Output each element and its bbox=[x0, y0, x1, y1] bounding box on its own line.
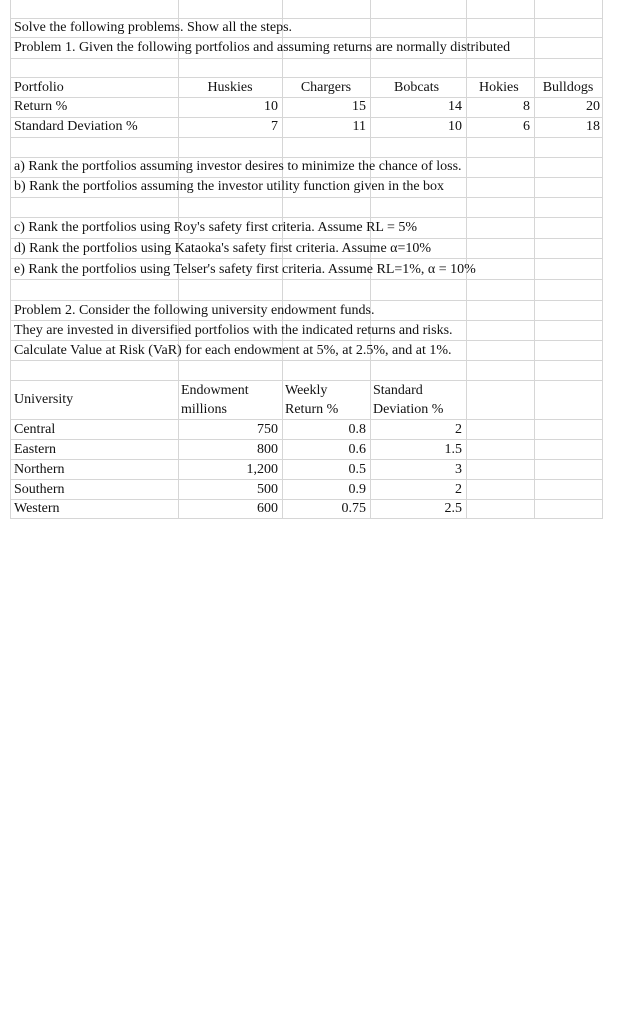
problem2-task: Calculate Value at Risk (VaR) for each endowment at 5%, at 2.5%, and at 1%. bbox=[14, 343, 452, 358]
header-std: Standard bbox=[373, 383, 423, 398]
return-value: 20 bbox=[586, 99, 600, 114]
return-value: 15 bbox=[352, 99, 366, 114]
question-d: d) Rank the portfolios using Kataoka's safety first criteria. Assume α=10% bbox=[14, 241, 432, 256]
university-name: Southern bbox=[14, 482, 65, 497]
endowment-value: 600 bbox=[257, 501, 278, 516]
portfolio-name: Huskies bbox=[207, 80, 253, 95]
std-dev-value: 3 bbox=[455, 462, 462, 477]
std-dev-value: 11 bbox=[352, 119, 366, 134]
portfolio-name: Chargers bbox=[300, 80, 352, 95]
portfolio-name: Hokies bbox=[479, 80, 519, 95]
university-name: Eastern bbox=[14, 442, 56, 457]
header-weekly: Weekly bbox=[285, 383, 328, 398]
problem2-description: They are invested in diversified portfolios with the indicated returns and risks. bbox=[14, 323, 453, 338]
header-endowment: Endowment bbox=[181, 383, 249, 398]
return-value: 14 bbox=[448, 99, 462, 114]
header-endowment-unit: millions bbox=[181, 402, 227, 417]
endowment-value: 1,200 bbox=[246, 462, 278, 477]
std-dev-value: 2 bbox=[455, 482, 462, 497]
instructions-text: Solve the following problems. Show all the steps. bbox=[14, 20, 293, 35]
question-b: b) Rank the portfolios assuming the investor utility function given in the box bbox=[14, 179, 445, 194]
return-value: 8 bbox=[523, 99, 530, 114]
weekly-return-value: 0.5 bbox=[348, 462, 366, 477]
std-dev-value: 18 bbox=[586, 119, 600, 134]
header-std-unit: Deviation % bbox=[373, 402, 444, 417]
endowment-value: 750 bbox=[257, 422, 278, 437]
weekly-return-value: 0.6 bbox=[348, 442, 366, 457]
row-label-std-dev: Standard Deviation % bbox=[14, 119, 138, 134]
portfolio-name: Bobcats bbox=[394, 80, 440, 95]
row-label-return: Return % bbox=[14, 99, 68, 114]
problem2-title: Problem 2. Consider the following university endowment funds. bbox=[14, 303, 375, 318]
weekly-return-value: 0.8 bbox=[348, 422, 366, 437]
endowment-value: 800 bbox=[257, 442, 278, 457]
std-dev-value: 10 bbox=[448, 119, 462, 134]
university-name: Central bbox=[14, 422, 56, 437]
university-name: Western bbox=[14, 501, 60, 516]
std-dev-value: 1.5 bbox=[444, 442, 462, 457]
question-e: e) Rank the portfolios using Telser's safety first criteria. Assume RL=1%, α = 10% bbox=[14, 262, 476, 277]
weekly-return-value: 0.75 bbox=[341, 501, 366, 516]
std-dev-value: 2 bbox=[455, 422, 462, 437]
std-dev-value: 7 bbox=[271, 119, 278, 134]
university-name: Northern bbox=[14, 462, 65, 477]
problem1-title: Problem 1. Given the following portfolios and assuming returns are normally distributed bbox=[14, 40, 511, 55]
endowment-value: 500 bbox=[257, 482, 278, 497]
std-dev-value: 2.5 bbox=[444, 501, 462, 516]
question-a: a) Rank the portfolios assuming investor desires to minimize the chance of loss. bbox=[14, 159, 462, 174]
weekly-return-value: 0.9 bbox=[348, 482, 366, 497]
portfolio-header-label: Portfolio bbox=[14, 80, 64, 95]
header-weekly-unit: Return % bbox=[285, 402, 339, 417]
portfolio-name: Bulldogs bbox=[542, 80, 594, 95]
question-c: c) Rank the portfolios using Roy's safety first criteria. Assume RL = 5% bbox=[14, 220, 417, 235]
std-dev-value: 6 bbox=[523, 119, 530, 134]
return-value: 10 bbox=[264, 99, 278, 114]
header-university: University bbox=[14, 392, 74, 407]
